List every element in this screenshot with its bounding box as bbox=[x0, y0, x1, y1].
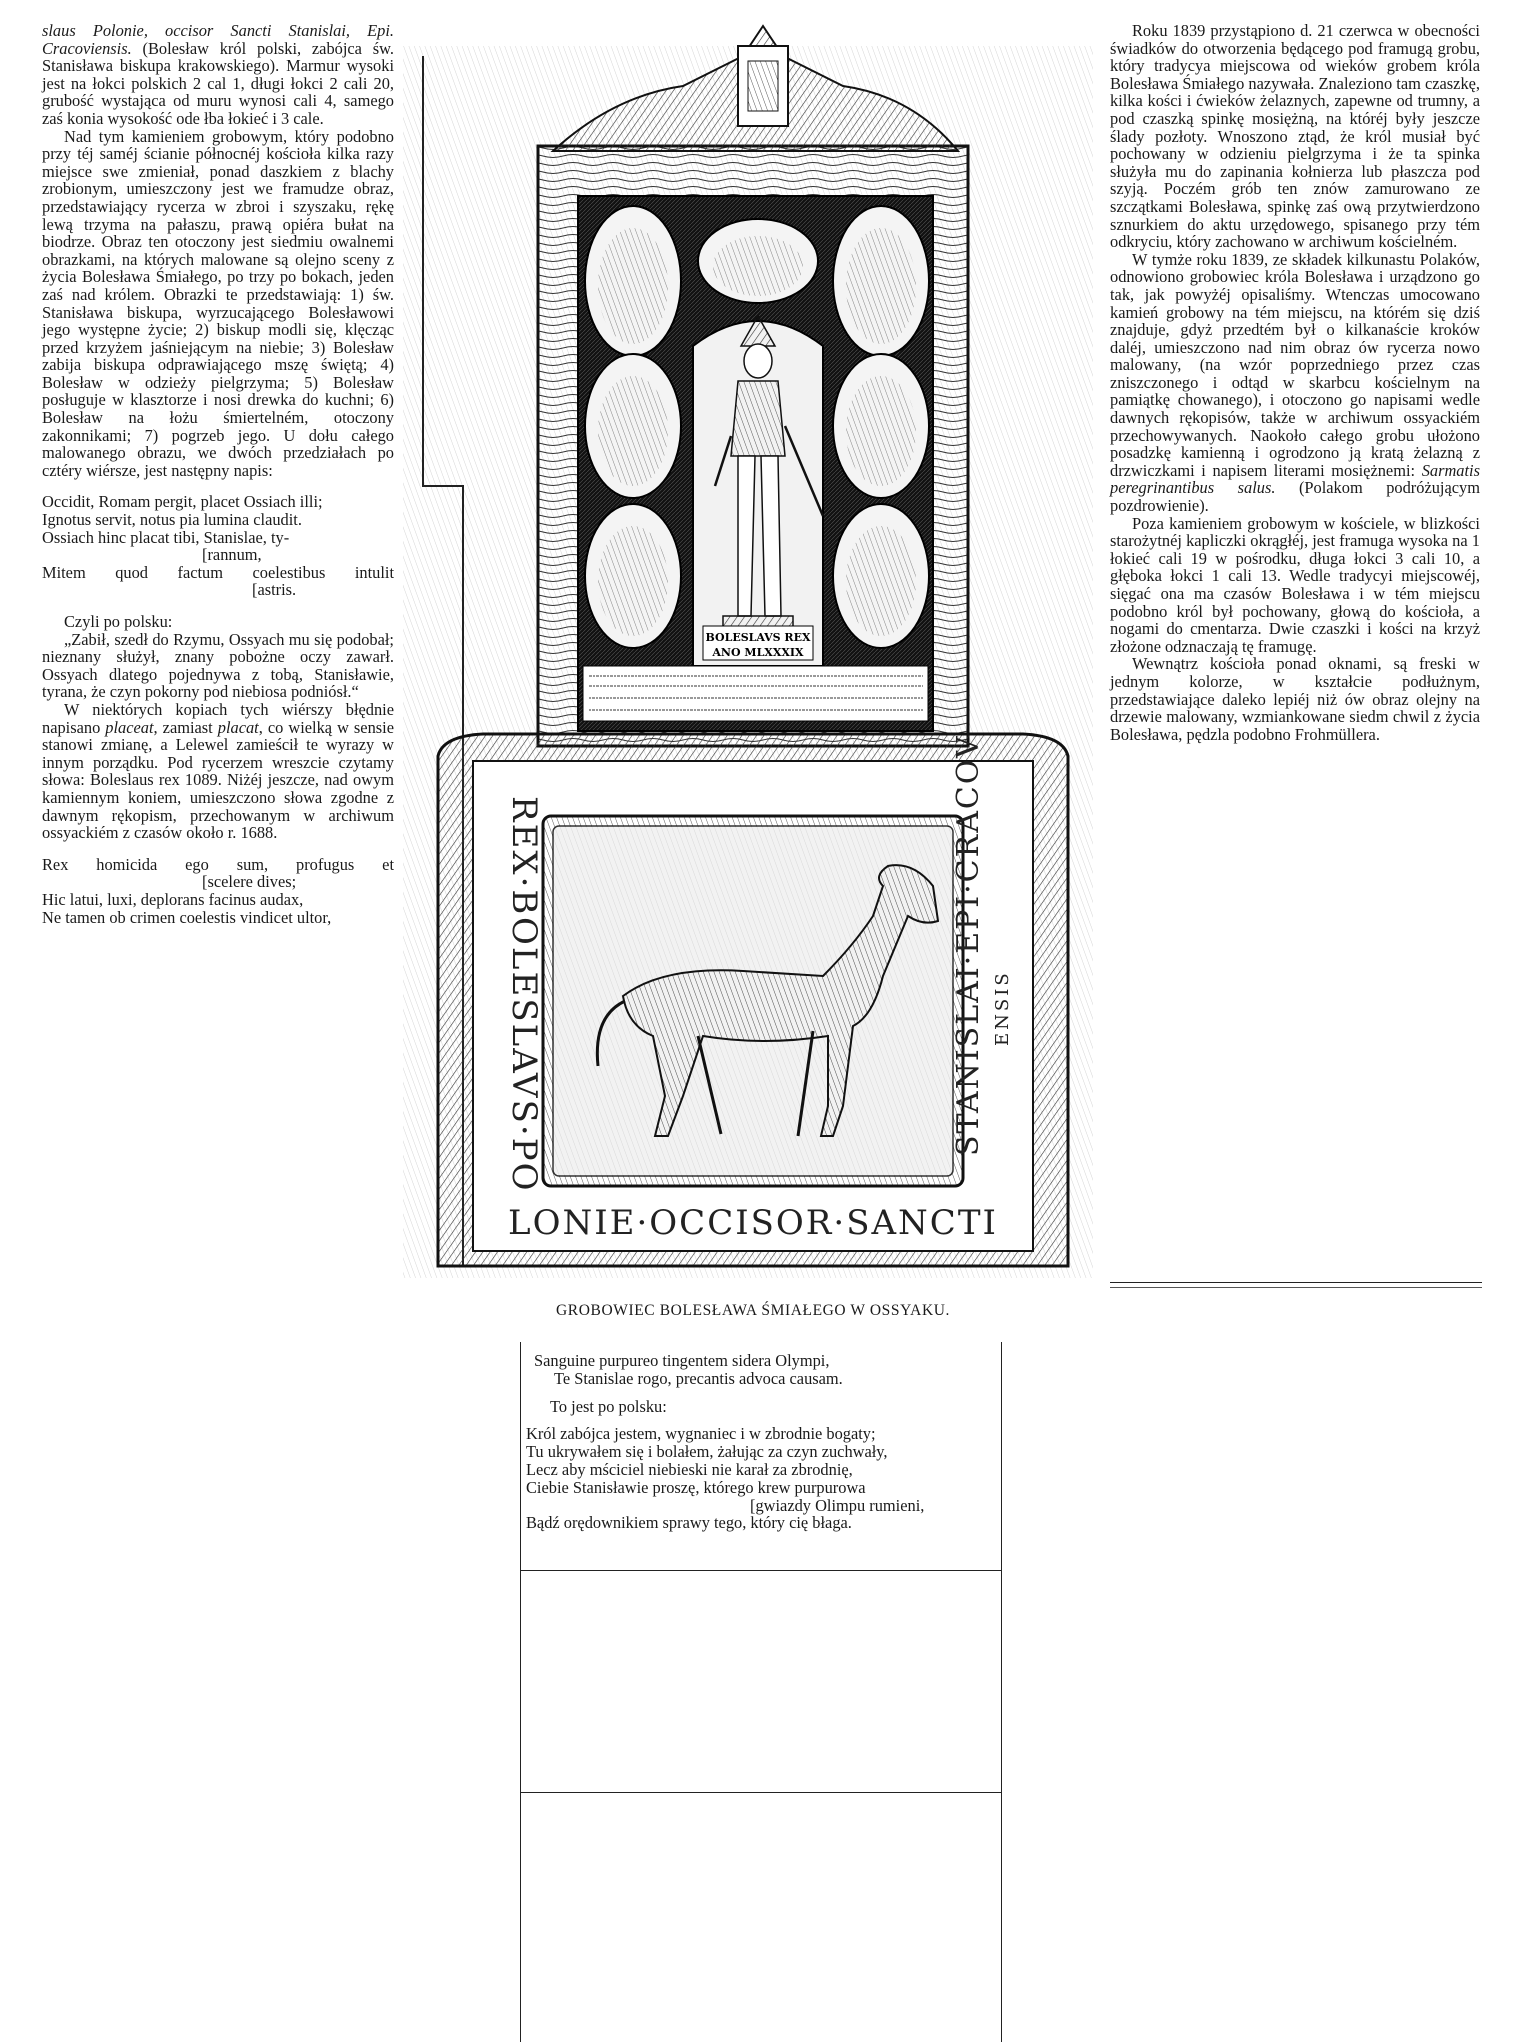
left-paragraph-1: slaus Polonie, occisor Sancti Stanislai, Epi. Cracoviensis. (Bolesław król polski, zabójca św. Stanisława biskupa krakowskiego). Marmur wysoki jest na łokci polskich 2 cal 1, długi łokci 2 cali 20, grubość wystająca od muru wynosi cali 4, samego zaś konia wysokość ode łba łokieć i 3 cale. bbox=[42, 21, 394, 128]
tomb-engraving bbox=[403, 16, 1103, 1278]
tojest-label: To jest po polsku: bbox=[550, 1396, 667, 1416]
right-column-end-rule bbox=[1110, 1282, 1482, 1283]
right-paragraph-4: Wewnątrz kościoła ponad oknami, są freski w jednym kolorze, w kształcie podłużnym, przedstawiające daleko lepiéj niż ów obraz olejny na drzewie malowany, wzmiankowane siedm chwil z życia Bolesława, pędzla podobno Frohmüllera. bbox=[1110, 654, 1480, 744]
panel-caption-year: ANO MLXXXIX bbox=[712, 646, 804, 659]
middle-column: Sanguine purpureo tingentem sidera Olympi, Te Stanislae rogo, precantis advoca causam. To jest po polsku: Król zabójca jestem, wygnaniec i w zbrodnie bogaty; Tu ukrywałem się i bolałem, żałując za czyn zuchwały, Lecz aby mściciel niebieski nie karał za zbrodnię, Ciebie Stanisławie proszę, którego krew purpurowa [gwiazdy Olimpu rumieni, Bądź orędownikiem sprawy tego, który cię błaga. bbox=[520, 1352, 1000, 1532]
latin-epitaph-fragment: slaus Polonie, occisor Sancti Stanislai, Epi. Cracoviensis. bbox=[42, 21, 394, 58]
panel-caption-king: BOLESLAVS REX bbox=[705, 631, 811, 644]
stone-inscription-bottom: LONIE·OCCISOR·SANCTI bbox=[508, 1203, 998, 1243]
right-column bbox=[1110, 22, 1480, 743]
latin-verse-2: Rex homicida ego sum, profugus et [scelere dives; Hic latui, luxi, deplorans facinus audax, Ne tamen ob crimen coelestis vindicet ultor, bbox=[42, 854, 394, 927]
stone-inscription-right: STANISLAI·EPI·CRACOV bbox=[951, 734, 986, 1156]
czyli-label: Czyli po polsku: bbox=[64, 612, 173, 631]
latin-verse-1: Occidit, Romam pergit, placet Ossiach illi; Ignotus servit, notus pia lumina claudit. Ossiach hinc placat tibi, Stanislae, ty- [rannum, Mitem quod factum coelestibus intulit [astris. bbox=[42, 492, 394, 600]
right-column-end-rule-2 bbox=[1110, 1287, 1482, 1288]
middle-divider-top bbox=[520, 1570, 1002, 1571]
right-paragraph-1: Roku 1839 przystąpiono d. 21 czerwca w obecności świadków do otworzenia będącego pod framugą grobu, który tradycya miejscowa od wieków grobem króla Bolesława Śmiałego nazywała. Znaleziono tam czaszkę, kilka kości i ćwieków żelaznych, zapewne od trumny, a pod czaszką spinkę mosiężną, na któréj były jeszcze ślady pozłoty. Wnoszono ztąd, że król musiał być pochowany w odzieniu pielgrzyma i że ta spinka służyła mu do zapinania kołnierza lub płaszcza pod szyją. Poczém grób ten znów zamurowano ze szczątkami Bolesława, spinkę zaś ową przytwierdzono sznurkiem do aktu urzędowego, spisanego przy tém odkryciu, który zachowano w archiwum kościelném. bbox=[1110, 21, 1481, 252]
stone-inscription-right-2: ENSIS bbox=[992, 970, 1013, 1046]
right-paragraph-2: W tymże roku 1839, ze składek kilkunastu Polaków, odnowiono grobowiec króla Bolesława i urządzono go tak, jak powyżéj opisaliśmy. Wtenczas umocowano kamień grobowy na tém miejscu, na którém się dziś znajduje, gdyż przedtém był o kilkanaście kroków daléj, umieszczono nad nim obraz ów rycerza nowo malowany, (na wzór poprzedniego przez czas zniszczonego i odtąd w skarbcu kościelnym na pamiątkę chowanego), i otoczono go napisami wedle dawnych rękopisów, także w archiwum ossyackiém przechowywanych. Naokoło całego grobu ułożono posadzkę kamienną i ogrodzono ją kratą żelazną z drzwiczkami i napisem literami mosiężnemi: Sarmatis peregrinantibus salus. (Polakom podróżującym pozdrowienie). bbox=[1110, 249, 1480, 516]
left-column bbox=[42, 22, 394, 926]
middle-divider-bottom bbox=[520, 1792, 1002, 1793]
right-paragraph-3: Poza kamieniem grobowym w kościele, w blizkości starożytnéj kapliczki okrągłéj, jest framuga wysoka na 1 łokieć cali 19 w pośrodku, długa łokci 3 cali 10, a głęboka łokci 1 cali 13. Wedle tradycyi miejscowéj, sięgać ona ma czasów Bolesława i w tém miejscu podobno król był pochowany, głową do kościoła, a nogami do cmentarza. Dwie czaszki i kości na krzyż złożone odznaczają tę framugę. bbox=[1110, 513, 1480, 656]
left-paragraph-3: W niektórych kopiach tych wiérszy błędnie napisano placeat, zamiast placat, co wielką w sensie stanowi zmianę, a Lelewel zamieścił te wyrazy w innym porządku. Pod rycerzem wreszcie czytamy słowa: Boleslaus rex 1089. Niżéj jeszcze, nad owym kamiennym koniem, umieszczono słowa zgodne z dawnym rękopism, przechowanym w archiwum ossyackiém z czasów około r. 1688. bbox=[42, 699, 394, 843]
stone-inscription-left: REX·BOLESLAVS·PO bbox=[504, 796, 544, 1193]
polish-translation-1: „Zabił, szedł do Rzymu, Ossyach mu się podobał; nieznany służył, znany pobożne oczy zawarł. Ossyach dlatego pojednywa z tobą, Stanisławie, tyrana, że czyn pokorny pod niebiosa podniósł.“ bbox=[42, 629, 394, 702]
figure-caption: GROBOWIEC BOLESŁAWA ŚMIAŁEGO W OSSYAKU. bbox=[555, 1302, 951, 1319]
left-paragraph-2: Nad tym kamieniem grobowym, który podobno przy téj saméj ścianie północnéj kościoła kilka razy miejsce swe zmieniał, ponad daszkiem z blachy zrobionym, umieszczony jest we framudze obraz, przedstawiający rycerza w zbroi i szyszaku, rękę lewą trzyma na pałaszu, prawą opiéra bułat na biodrze. Obraz ten otoczony jest siedmiu owalnemi obrazkami, na których malowane są olejno sceny z życia Bolesława Śmiałego, po trzy po bokach, jeden zaś nad królem. Obrazki te przedstawiają: 1) św. Stanisława biskupa, wyrzucającego Bolesławowi jego występne życie; 2) biskup modli się, klęcząc przed krzyżem jaśniejącym na niebie; 3) Bolesław zabija biskupa odprawiającego mszę świętą; 4) Bolesław w odzieży pielgrzyma; 5) Bolesław posługuje w klasztorze i nosi drewka do kuchni; 6) Bolesław na łożu śmiertelném, otoczony zakonnikami; 7) pogrzeb jego. U dołu całego malowanego obrazu, we dwóch przedziałach po cztéry wiérsze, jest następny napis: bbox=[42, 126, 394, 480]
